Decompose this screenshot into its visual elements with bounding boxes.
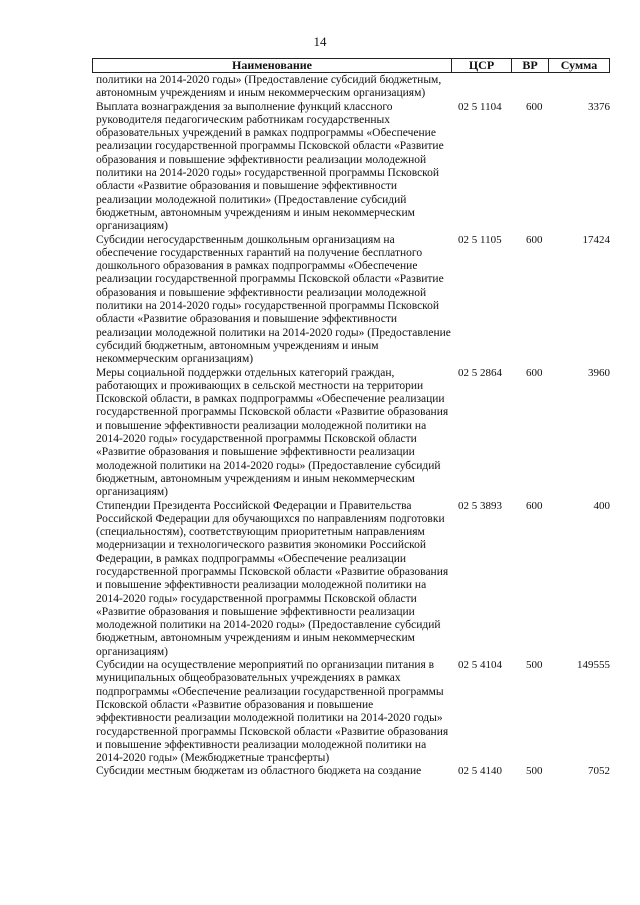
row-sum: 7052 bbox=[588, 765, 610, 778]
row-vr: 500 bbox=[526, 659, 543, 672]
header-csr: ЦСР bbox=[451, 59, 511, 72]
table-row bbox=[96, 659, 610, 765]
row-vr: 600 bbox=[526, 366, 543, 379]
row-csr: 02 5 1104 bbox=[458, 100, 502, 113]
row-vr: 600 bbox=[526, 499, 543, 512]
table-row bbox=[96, 101, 610, 234]
table-row bbox=[96, 500, 610, 660]
table-row bbox=[96, 74, 610, 101]
row-csr: 02 5 4140 bbox=[458, 765, 502, 778]
row-name: Стипендии Президента Российской Федерации и Правительства Российской Федерации для обучающихся по направлениям подготовки (специальностям), соответствующим приоритетным направлениям модернизации и технологического развития экономики Российской Федерации, в рамках подпрограммы «Обеспечение реализации государственной программы Псковской области «Развитие образования и повышение эффективности реализации молодежной политики на 2014-2020 годы» государственной программы Псковской области «Развитие образования и повышение эффективности реализации молодежной политики на 2014-2020 годы» (Предоставление субсидий бюджетным, автономным учреждениям и иным некоммерческим организациям) bbox=[96, 499, 449, 658]
row-sum: 149555 bbox=[577, 659, 610, 672]
row-name: Выплата вознаграждения за выполнение функций классного руководителя педагогическим работникам государственных образовательных учреждений в рамках подпрограммы «Обеспечение реализации государственной программы Псковской области «Развитие образования и повышение эффективности реализации молодежной политики на 2014-2020 годы» государственной программы Псковской области «Развитие образования и повышение эффективности реализации молодежной политики» (Предоставление субсидий бюджетным, автономным учреждениям и иным некоммерческим организациям) bbox=[96, 100, 444, 233]
row-name: Субсидии негосударственным дошкольным организациям на обеспечение государственных гарантий на получение бесплатного дошкольного образования в рамках подпрограммы «Обеспечение реализации государственной программы Псковской области «Развитие образования и повышение эффективности реализации молодежной политики на 2014-2020 годы» государственной программы Псковской области «Развитие образования и повышение эффективности реализации молодежной политики на 2014-2020 годы» (Предоставление субсидий бюджетным, автономным учреждениям и иным некоммерческим организациям) bbox=[96, 233, 451, 366]
row-name: Меры социальной поддержки отдельных категорий граждан, работающих и проживающих в сельской местности на территории Псковской области, в рамках подпрограммы «Обеспечение реализации государственной программы Псковской области «Развитие образования и повышение эффективности реализации молодежной политики на 2014-2020 годы» государственной программы Псковской области «Развитие образования и повышение эффективности реализации молодежной политики на 2014-2020 годы» (Предоставление субсидий бюджетным, автономным учреждениям и иным некоммерческим организациям) bbox=[96, 366, 449, 499]
header-vr: ВР bbox=[511, 59, 548, 72]
row-name: Субсидии местным бюджетам из областного бюджета на создание bbox=[96, 765, 422, 778]
row-name: политики на 2014-2020 годы» (Предоставление субсидий бюджетным, автономным учреждениям и иным некоммерческим организациям) bbox=[96, 74, 442, 100]
row-sum: 400 bbox=[593, 499, 610, 512]
header-name: Наименование bbox=[232, 58, 312, 72]
row-csr: 02 5 1105 bbox=[458, 233, 502, 246]
header-sum: Сумма bbox=[548, 59, 609, 72]
row-vr: 500 bbox=[526, 765, 543, 778]
table-row bbox=[96, 765, 610, 778]
row-sum: 3376 bbox=[588, 100, 610, 113]
row-csr: 02 5 4104 bbox=[458, 659, 502, 672]
row-csr: 02 5 2864 bbox=[458, 366, 502, 379]
table-row bbox=[96, 367, 610, 500]
row-vr: 600 bbox=[526, 100, 543, 113]
row-sum: 17424 bbox=[582, 233, 610, 246]
row-sum: 3960 bbox=[588, 366, 610, 379]
row-vr: 600 bbox=[526, 233, 543, 246]
page-number: 14 bbox=[313, 34, 327, 49]
row-name: Субсидии на осуществление мероприятий по организации питания в муниципальных общеобразовательных учреждениях в рамках подпрограммы «Обеспечение реализации государственной программы Псковской области «Развитие образования и повышение эффективности реализации молодежной политики на 2014-2020 годы» государственной программы Псковской области «Развитие образования и повышение эффективности реализации молодежной политики на 2014-2020 годы» (Межбюджетные трансферты) bbox=[96, 659, 449, 765]
table-row bbox=[96, 234, 610, 367]
table-header bbox=[92, 58, 610, 73]
table-body bbox=[96, 74, 610, 779]
row-csr: 02 5 3893 bbox=[458, 499, 502, 512]
